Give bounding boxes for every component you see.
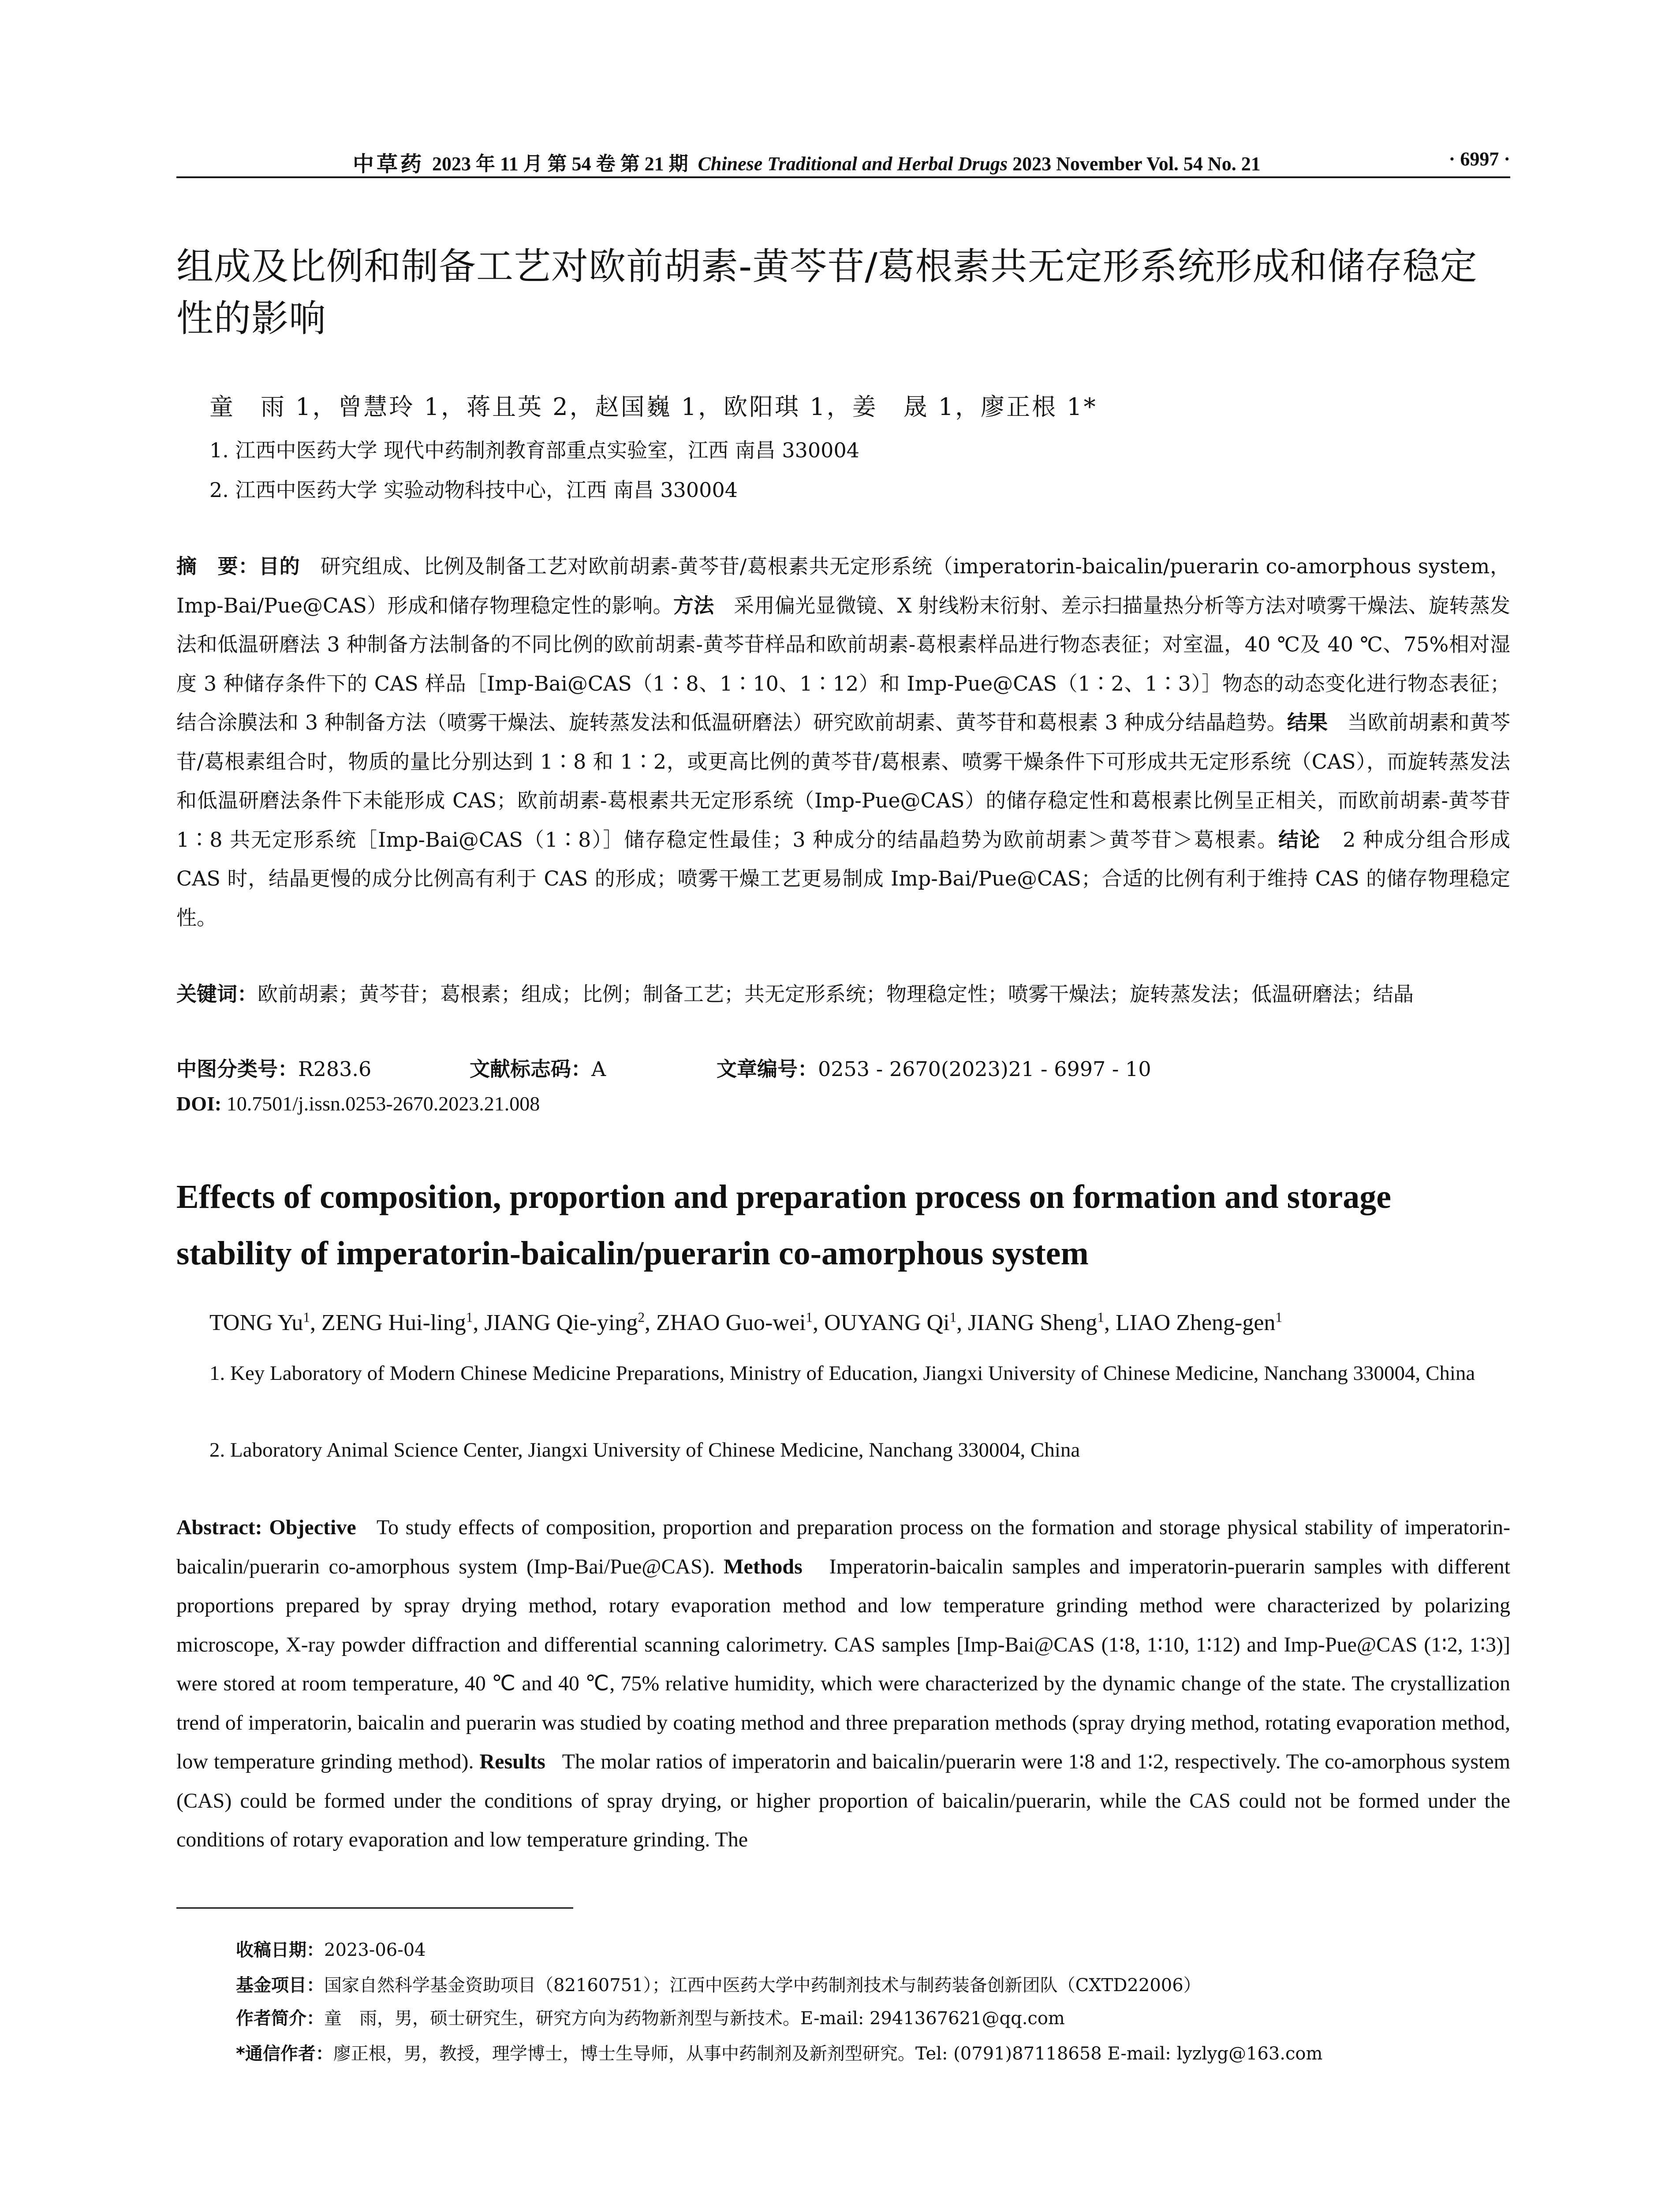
- issue-info-cn: 2023 年 11 月 第 54 卷 第 21 期: [432, 153, 688, 175]
- en-author-sup: 2: [638, 1309, 645, 1325]
- header-rule: [176, 176, 1510, 178]
- cn-affiliation-2: 2. 江西中医药大学 实验动物科技中心，江西 南昌 330004: [209, 478, 738, 502]
- en-author: [656, 1310, 813, 1335]
- en-abstract-label: Abstract:: [176, 1516, 262, 1539]
- en-affiliation-1: 1. Key Laboratory of Modern Chinese Medicine Preparations, Ministry of Education, Jiangxi University of Chinese Medicine, Nanchang 330004, China: [209, 1362, 1475, 1385]
- article-number-label: 文章编号：: [717, 1057, 818, 1081]
- cn-keywords-label: 关键词：: [176, 982, 258, 1006]
- corresponding-label: *通信作者：: [236, 2044, 333, 2064]
- fund-label: 基金项目：: [236, 1975, 324, 1996]
- en-author-name: TONG Yu: [209, 1310, 303, 1335]
- journal-name-cn: 中草药: [353, 153, 425, 176]
- en-author: [209, 1310, 310, 1335]
- en-author-name: ZENG Hui-ling: [321, 1310, 466, 1335]
- en-results-text: The molar ratios of imperatorin and baicalin/puerarin were 1∶8 and 1∶2, respectively. The co-amorphous system (CAS) could be formed under the conditions of spray drying, or higher proportion of baicalin/puerarin, while the CAS could not be formed under the conditions of rotary evaporation and low temperature grinding. The: [176, 1750, 1511, 1851]
- en-author-sup: 1: [806, 1309, 813, 1325]
- cn-objective-label: 目的: [258, 554, 300, 578]
- en-author: [484, 1310, 645, 1335]
- footnote-author: [236, 2004, 1065, 2029]
- en-author-sup: 1: [466, 1309, 473, 1325]
- en-author-name: LIAO Zheng-gen: [1115, 1310, 1276, 1335]
- en-author: [968, 1310, 1104, 1335]
- cn-abstract-label: 摘 要：: [176, 554, 259, 578]
- cn-abstract: [176, 547, 1510, 937]
- doi-line: [176, 1092, 540, 1115]
- class-number-label: 中图分类号：: [176, 1057, 298, 1081]
- class-number: [176, 1053, 371, 1082]
- cn-methods-text: 采用偏光显微镜、X 射线粉末衍射、差示扫描量热分析等方法对喷雾干燥法、旋转蒸发法和低温研磨法 3 种制备方法制备的不同比例的欧前胡素-黄芩苷样品和欧前胡素-葛根素样品进行物态表征；对室温，40 ℃及 40 ℃、75%相对湿度 3 种储存条件下的 CAS 样品［Imp-Bai@CAS（1∶8、1∶10、1∶12）和 Imp-Pue@CAS（1∶2、1∶3）］物态的动态变化进行物态表征；结合涂膜法和 3 种制备方法（喷雾干燥法、旋转蒸发法和低温研磨法）研究欧前胡素、黄芩苷和葛根素 3 种成分结晶趋势。: [176, 593, 1511, 734]
- doc-code: [470, 1053, 606, 1082]
- cn-results-text: 当欧前胡素和黄芩苷/葛根素组合时，物质的量比分别达到 1∶8 和 1∶2，或更高比例的黄芩苷/葛根素、喷雾干燥条件下可形成共无定形系统（CAS），而旋转蒸发法和低温研磨法条件下未能形成 CAS；欧前胡素-葛根素共无定形系统（Imp-Pue@CAS）的储存稳定性和葛根素比例呈正相关，而欧前胡素-黄芩苷 1∶8 共无定形系统［Imp-Bai@CAS（1∶8）］储存稳定性最佳；3 种成分的结晶趋势为欧前胡素＞黄芩苷＞葛根素。: [176, 710, 1510, 852]
- cn-keywords-text: 欧前胡素；黄芩苷；葛根素；组成；比例；制备工艺；共无定形系统；物理稳定性；喷雾干燥法；旋转蒸发法；低温研磨法；结晶: [258, 982, 1414, 1006]
- cn-conclusion-label: 结论: [1278, 827, 1321, 852]
- author-info-label: 作者简介：: [236, 2008, 324, 2029]
- doi-value[interactable]: 10.7501/j.issn.0253-2670.2023.21.008: [226, 1092, 540, 1115]
- en-methods-label: Methods: [724, 1555, 803, 1578]
- running-header: [176, 143, 1510, 174]
- en-author: [321, 1310, 473, 1335]
- en-author-name: ZHAO Guo-wei: [656, 1310, 806, 1335]
- en-abstract: [176, 1508, 1510, 1860]
- cn-keywords: [176, 975, 1510, 1014]
- footnote-rule: [176, 1907, 573, 1909]
- en-author-sup: 1: [949, 1309, 957, 1325]
- cn-affiliation-1: 1. 江西中医药大学 现代中药制剂教育部重点实验室，江西 南昌 330004: [209, 438, 859, 462]
- en-author-sup: 1: [303, 1309, 310, 1325]
- en-title: Effects of composition, proportion and preparation process on formation and storage stability of imperatorin-baicalin/puerarin co-amorphous system: [176, 1178, 1391, 1272]
- class-number-value: R283.6: [298, 1057, 372, 1081]
- received-label: 收稿日期：: [236, 1940, 324, 1960]
- en-author: [824, 1310, 956, 1335]
- en-author-name: OUYANG Qi: [824, 1310, 950, 1335]
- en-authors: TONG Yu$^1$, ZENG Hui-ling$^1$, JIANG Qie-ying$^2$, ZHAO Guo-wei$^1$, OUYANG Qi$^1$, JIANG Sheng$^1$, LIAO Zheng-gen$^1$: [209, 1309, 1282, 1335]
- en-author-sup: 1: [1275, 1309, 1282, 1325]
- article-number-value: 0253 - 2670(2023)21 - 6997 - 10: [818, 1057, 1151, 1081]
- cn-conclusion-text: 2 种成分组合形成 CAS 时，结晶更慢的成分比例高有利于 CAS 的形成；喷雾干燥工艺更易制成 Imp-Bai/Pue@CAS；合适的比例有利于维持 CAS 的储存物理稳定性。: [176, 827, 1510, 930]
- received-value: 2023-06-04: [324, 1940, 426, 1960]
- en-affiliation-2: 2. Laboratory Animal Science Center, Jiangxi University of Chinese Medicine, Nanchang 330004, China: [209, 1439, 1080, 1461]
- journal-name-en: Chinese Traditional and Herbal Drugs: [698, 153, 1008, 175]
- issue-info: [432, 148, 1261, 176]
- cn-authors: 童 雨 1，曾慧玲 1，蒋且英 2，赵国巍 1，欧阳琪 1，姜 晟 1，廖正根 1*: [209, 393, 1098, 421]
- doc-code-label: 文献标志码：: [470, 1057, 591, 1081]
- cn-title: 组成及比例和制备工艺对欧前胡素-黄芩苷/葛根素共无定形系统形成和储存稳定性的影响: [176, 245, 1478, 340]
- en-author: [1116, 1310, 1282, 1335]
- footnote-fund: [236, 1971, 1201, 1996]
- fund-value: 国家自然科学基金资助项目（82160751）；江西中医药大学中药制剂技术与制药装备创新团队（CXTD22006）: [324, 1975, 1201, 1996]
- en-objective-text: To study effects of composition, proportion and preparation process on the formation and storage physical stability of imperatorin-baicalin/puerarin co-amorphous system (Imp-Bai/Pue@CAS).: [176, 1516, 1511, 1578]
- article-number: [717, 1053, 1151, 1082]
- en-results-label: Results: [479, 1750, 545, 1773]
- en-author-sup: 1: [1097, 1309, 1104, 1325]
- author-info-value: 童 雨，男，硕士研究生，研究方向为药物新剂型与新技术。E-mail: 2941367621@qq.com: [324, 2008, 1065, 2029]
- en-author-name: JIANG Sheng: [968, 1310, 1098, 1335]
- footnote-received: [236, 1936, 426, 1961]
- en-author-name: JIANG Qie-ying: [484, 1310, 638, 1335]
- corresponding-value: 廖正根，男，教授，理学博士，博士生导师，从事中药制剂及新剂型研究。Tel: (0791)87118658 E-mail: lyzlyg@163.com: [333, 2044, 1323, 2064]
- doc-code-value: A: [591, 1057, 606, 1081]
- en-objective-label: Objective: [269, 1516, 356, 1539]
- page-number: · 6997 ·: [1449, 148, 1510, 170]
- doi-label: DOI:: [176, 1092, 222, 1115]
- cn-methods-label: 方法: [673, 593, 714, 617]
- cn-results-label: 结果: [1287, 710, 1328, 734]
- issue-info-en: 2023 November Vol. 54 No. 21: [1012, 153, 1261, 175]
- cn-objective-text: 研究组成、比例及制备工艺对欧前胡素-黄芩苷/葛根素共无定形系统（imperatorin-baicalin/puerarin co-amorphous system，Imp-Bai/Pue@CAS）形成和储存物理稳定性的影响。: [176, 554, 1511, 617]
- en-methods-text: Imperatorin-baicalin samples and imperatorin-puerarin samples with different proportions prepared by spray drying method, rotary evaporation method and low temperature grinding method were characterized by polarizing microscope, X-ray powder diffraction and differential scanning calorimetry. CAS samples [Imp-Bai@CAS (1∶8, 1∶10, 1∶12) and Imp-Pue@CAS (1∶2, 1∶3)] were stored at room temperature, 40 ℃ and 40 ℃, 75% relative humidity, which were characterized by the dynamic change of the state. The crystallization trend of imperatorin, baicalin and puerarin was studied by coating method and three preparation methods (spray drying method, rotating evaporation method, low temperature grinding method).: [176, 1555, 1511, 1773]
- footnote-corresponding: [236, 2040, 1322, 2065]
